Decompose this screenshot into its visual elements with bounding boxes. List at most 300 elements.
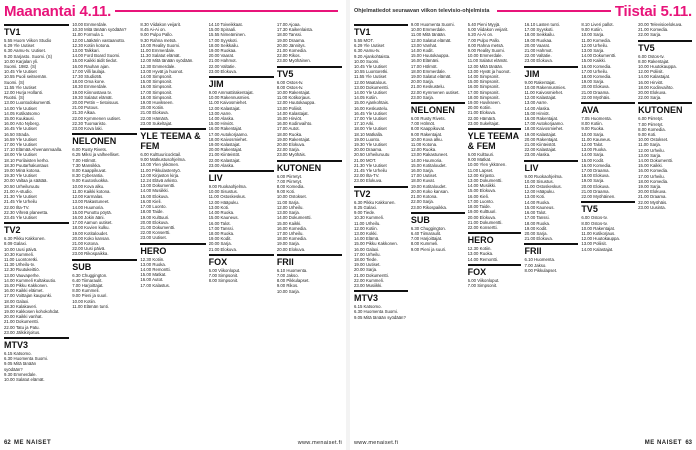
program-listing: 23.00 Myöhäis. (276, 152, 306, 158)
program-listing: 17.30 Kaikenlaista. (276, 27, 314, 33)
program-listing: 21.45 Yle Urheilu (354, 168, 387, 174)
channel-header: TV2 (4, 222, 69, 235)
program-listing: 17.00 Yle Uutiset (4, 142, 37, 148)
program-listing: 10.00 Ostokset. (638, 137, 669, 143)
channel-header: MTV3 (354, 290, 408, 303)
program-listing: 9.05 Mitä tänään syödään? (354, 314, 406, 320)
program-listing: 11.00 Kaikki kotona. (72, 188, 111, 194)
program-listing: 17.00 Voittajan kaupunki. (4, 293, 53, 299)
program-listing: 13.00 Sarja. (276, 210, 300, 216)
program-listing: 8.10 Liveri pallot. (581, 22, 614, 27)
program-listing: 16.00 Simpsonit. (140, 84, 173, 90)
program-listing: 18.00 Kuvat. (410, 178, 435, 184)
channel-header: FRII (524, 243, 578, 256)
program-listing: 22.00 Konsertti. (140, 230, 171, 236)
listing-column (468, 22, 522, 436)
program-listing: 8.00 Simpsonit. (208, 278, 239, 284)
channel-header: TV5 (581, 201, 635, 214)
channel-header: FOX (468, 264, 522, 277)
program-listing: 14.05 Kotiin. (354, 95, 378, 101)
program-listing: 21.00 Draama. (581, 188, 610, 194)
program-listing: 17.00 Aamun uutiset. (72, 220, 113, 226)
program-listing: 22.00 Kymmenen uutiset. (72, 115, 121, 121)
program-listing: 8.00 Komedia. (638, 126, 666, 132)
program-listing: 15.00 Hirviöt. (208, 121, 234, 127)
program-listing: 10.00 Emmerdale. (72, 22, 108, 27)
listing-column (411, 22, 465, 436)
program-listing: 14.05 Kotikatsomo (4, 110, 40, 116)
program-listing: 11.30 Urheilu-tv. (4, 262, 35, 268)
channel-header: SUB (411, 212, 465, 225)
program-listing: 19.00 Kulttuuri. (467, 209, 497, 215)
program-listing: 23.00 Alaska. (524, 152, 551, 158)
program-listing: 18.30 Puutarhakuntaus (4, 162, 49, 168)
program-listing: 11.55 Yle Uutiset (4, 84, 37, 90)
program-listing: 15.00 Kaikki. (638, 163, 663, 169)
program-listing: 10.00 Ylen ykkönen. (467, 162, 507, 168)
program-listing: 14.00 Ruoka. (524, 199, 551, 205)
program-listing: 6.10 Huomenta. (524, 257, 556, 263)
listing-column (209, 22, 274, 436)
program-listing: 14.00 Sarja. (581, 152, 605, 158)
program-listing: 23.00 Elokuva. (524, 58, 553, 64)
program-listing: 10.55 Puoli seitsemän. (4, 74, 48, 80)
program-listing: 6.00 Piirretyt. (276, 173, 303, 179)
program-listing: 9.00 Reality Suomi. (467, 48, 505, 54)
program-listing: 16.00 Simpsonit. (467, 84, 500, 90)
program-listing: 16.00 Rakentajat. (524, 116, 559, 122)
program-listing: 22.00 Myöhäinen. (581, 194, 616, 200)
program-listing: 19.30 Salatut elämät. (72, 94, 113, 100)
program-listing: 15.00 Huutokauppa. (410, 53, 450, 59)
program-listing: 20.00 Sarja. (208, 241, 232, 247)
program-listing: 14.10 Toiveikkaat. (208, 22, 243, 27)
program-listing: 12.00 Kirjasto. (467, 172, 496, 178)
program-listing: 8.00 Komedia. (276, 184, 305, 190)
program-listing: 20.00 Elokuva. (140, 219, 169, 225)
program-listing: 17.00 Syyskoti. (524, 27, 554, 33)
program-listing: 14.00 Kodit. (410, 48, 434, 54)
program-listing: 12.00 Huutokauppa. (581, 236, 621, 242)
program-listing: 15.00 Punottu pöytä. (72, 209, 112, 215)
program-listing: 12.00 Lääkärin vastaanotto. (72, 37, 126, 43)
program-listing: 19.00 Kiinnostava tv. (72, 89, 112, 95)
program-listing: 12.30 Emmerdale. (140, 63, 176, 69)
left-footer-url: www.menaiset.fi (297, 440, 342, 446)
program-listing: 9.00 Ruoka. (581, 126, 605, 132)
channel-header: KUTONEN (277, 160, 342, 173)
program-listing: 9.20 Sarjasto. Suomi. (S) (4, 53, 53, 59)
program-listing: 22.00 Kalastajat. (524, 147, 557, 153)
program-listing: 14.00 Ruoka. (208, 210, 235, 216)
program-listing: 20.00 Elokuva. (638, 90, 667, 96)
program-listing: 6.29 Yle Uutiset (354, 43, 385, 49)
program-listing: 6.15 Katsomo. (4, 350, 32, 356)
program-listing: 15.00 Kaikki. (276, 220, 302, 226)
program-listing: 9.00 Ruokaohjelma. (524, 173, 563, 179)
program-listing: 13.00 Dokumentti. (354, 84, 389, 90)
program-listing: 16.10 Lasten tunti. (524, 22, 560, 27)
program-listing: 17.00 Luonto. (467, 198, 494, 204)
program-listing: 18.30 Kalakaveri. (4, 303, 38, 309)
program-listing: 20.00 Sarja. (410, 79, 434, 85)
program-listing: 19.30 Yle Uutiset (354, 142, 387, 148)
program-listing: 23.45 Yle Uutiset (4, 214, 37, 220)
program-listing: 16.00 Arto Nyberg. (4, 121, 40, 127)
channel-header: SUB (72, 259, 137, 272)
program-listing: 15.00 Pikku Kakkonen. (4, 282, 48, 288)
program-listing: 12.00 Huutokauppa. (276, 100, 316, 106)
program-listing: 18.00 Komedia. (638, 178, 669, 184)
program-listing: 7.00 Harjoittajat. (72, 282, 104, 288)
program-listing: 17.00 Yle Uutiset (354, 116, 387, 122)
program-listing: 20.00 Elokuva. (581, 183, 610, 189)
program-listing: 11.00 Kauneus. (581, 136, 612, 142)
right-columns (354, 22, 692, 436)
program-listing: 23.00 Elokuva. (208, 68, 238, 74)
program-listing: 21.00 Dokumentti. (354, 272, 389, 278)
program-listing: 14.00 Huumoria. (410, 157, 443, 163)
program-listing: 10.00 Salatut elämät. (4, 376, 45, 382)
program-listing: 6.00 Viidakon veijarit. (467, 27, 509, 33)
program-listing: 21.45 Yle Urheilu (4, 199, 37, 205)
program-listing: 18.00 Seikkailu. (208, 42, 239, 48)
program-listing: 18.00 Kuvien kulku. (72, 225, 110, 231)
program-listing: 6.30 Chuggington. (72, 272, 108, 278)
program-listing: 8.30 Cyberantia. (72, 173, 104, 179)
program-listing: 16.00 Rauhan ajan. (72, 63, 110, 69)
program-listing: 13.00 Rakastuneet. (410, 152, 449, 158)
program-listing: 8.00 Pikkulapset. (524, 267, 558, 273)
program-listing: 14.00 Yle Uutiset (4, 105, 37, 111)
program-listing: 6.30 Chuggington. (410, 225, 446, 231)
program-listing: 12.30 Ruutukeittiö. (4, 267, 40, 273)
program-listing: 10.30 Mitä tänään syödään? (72, 27, 127, 33)
program-listing: 17.00 Uutiset. (410, 173, 438, 179)
program-listing: 21.00 Putous. (72, 105, 99, 111)
program-listing: 6.30 Aamu-tv. Uutiset. (4, 48, 46, 54)
program-listing: 11.00 Emmerdale. (140, 48, 176, 54)
program-listing: 18.00 Emmerdale. (410, 68, 446, 74)
program-listing: 23.00 Rikospaikka. (410, 204, 448, 210)
program-listing: 22.00 Sarja. (638, 95, 662, 101)
program-listing: 14.00 Dokumentti. (638, 158, 674, 164)
program-listing: 10.00 Rakentajat. (581, 225, 615, 231)
program-listing: 22.00 Kalastajat. (208, 157, 241, 163)
program-listing: 6.20 Ai-Ai on. (467, 32, 494, 38)
program-listing: 13.00 Poliisit. (581, 241, 607, 247)
program-listing: 19.00 Sarja. (638, 184, 662, 190)
program-listing: 11.00 Kotikorjaus. (276, 95, 311, 101)
program-listing: 9.00 Rikos. (276, 283, 299, 289)
program-listing: 11.00 Kotikorjaus. (581, 230, 616, 236)
program-listing: 12.24 Elävä arkisto. (140, 178, 179, 184)
channel-header: FOX (209, 254, 274, 267)
program-listing: 15.00 Kodit. (581, 157, 605, 163)
program-listing: 13.00 Dokumentti. (467, 178, 503, 184)
program-listing: 9.00 Kuutosluokka. (72, 178, 109, 184)
program-listing: 10.00 Suomi. (354, 58, 380, 64)
program-listing: 22.00 Ilta-TV. (4, 204, 30, 210)
program-listing: 6.30 Pikku Kakkonen. (354, 199, 396, 205)
program-listing: 20.00 Vaarat. (208, 53, 235, 59)
channel-header: NELONEN (411, 102, 465, 115)
program-listing: 10.00 Kotiin. (72, 298, 97, 304)
program-listing: 9.00 Pulpo Pallo. (140, 32, 173, 38)
program-listing: 15.00 Kotitaloudet. (410, 162, 447, 168)
program-listing: 21.30 Yle Uutiset (354, 162, 387, 168)
program-listing: 8.00 Ostos-tv. (276, 84, 304, 90)
program-listing: 7.00 Simpsonit. (467, 282, 498, 288)
program-listing: 17.00 Hölmöt. (410, 63, 438, 69)
program-listing: 18.00 Kaivosmiehet. (524, 126, 564, 132)
program-listing: Suomi. 1982. (S) (4, 64, 37, 70)
left-page-number: 62 (4, 440, 11, 446)
program-listing: 21.00 Kiinteistöt. (524, 142, 557, 148)
program-listing: 9.00 Kotiin. (581, 27, 603, 33)
program-listing: Ruotsi. (S) (4, 95, 25, 101)
program-listing: 17.10 Arki. (354, 121, 375, 127)
program-listing: 12.00 Hääpuku. (208, 199, 239, 205)
left-columns (4, 22, 342, 436)
program-listing: 13.00 Ruoka. (467, 251, 494, 257)
program-listing: 10.00 Sarja. (276, 288, 300, 294)
program-listing: 19.00 Ruokaa. (524, 37, 553, 43)
program-listing: 13.00 Vauvaperhe. (4, 272, 40, 278)
program-listing: 9.00 Ammattirakentajat. (208, 90, 254, 96)
program-listing: Suomi. (S) (4, 79, 25, 85)
program-listing: 17.30 Studio55. (72, 74, 103, 80)
program-listing: 6.00 Rusty Rivets. (72, 147, 108, 153)
program-listing: 6.00 Kulttuuri. (467, 152, 495, 158)
program-listing: 7.00 Pulpo Pallo. (467, 37, 501, 43)
program-listing: 19.00 Sarja. (581, 178, 605, 184)
program-listing: 10.00 Sarja. (581, 32, 605, 38)
program-listing: 6.29 Yle Uutiset (4, 43, 35, 49)
program-listing: 9.00 Ruokaohjelma. (208, 184, 247, 190)
program-listing: 13.00 Aarre. (524, 100, 548, 106)
program-listing: 20.00 Koko kansan. (410, 188, 449, 194)
program-listing: 19.00 Sarja. (581, 79, 605, 85)
program-listing: 11.00 Luontoretki. (4, 256, 39, 262)
program-listing: 23.00 Jälkikirjoitus. (4, 329, 41, 335)
listing-column (4, 22, 69, 436)
program-listing: 14.00 Musiikki. (467, 183, 497, 189)
program-listing: 19.00 Minä kotona. (4, 168, 41, 174)
left-title-rule (115, 10, 338, 12)
program-listing: 22.00 Uusi päivä. (72, 246, 106, 252)
program-listing: 22.00 Valtatie. (208, 63, 236, 69)
program-listing: 22.00 Ilta-TV. (354, 173, 380, 179)
left-footer (4, 438, 342, 448)
program-listing: 17.00 Kalastus. (140, 282, 171, 288)
program-listing: 9.00 Rakentajat. (410, 131, 443, 137)
program-listing: 20.00 Pettin – tietoisuus. (72, 100, 120, 106)
program-listing: 8.00 Rahna metsä. (467, 42, 504, 48)
program-listing: 23.00 Musiikki. (354, 282, 383, 288)
program-listing: 16.59 Yle Uutiset (4, 136, 37, 142)
program-listing: 6.30 Huomenta Suomi. (4, 356, 48, 362)
program-listing: 17.00 Tanssi. (524, 215, 550, 221)
program-listing: 15.00 Kauneus. (208, 215, 239, 221)
program-listing: 13.00 Sarja. (581, 48, 605, 54)
program-listing: 16.00 Galaxi. (354, 246, 380, 252)
program-listing: 10.00 Rakennusmies. (524, 84, 567, 90)
program-listing: 19.00 Kodit. (208, 236, 232, 242)
program-listing: 11.00 Formula 1. (72, 32, 105, 38)
program-listing: 12.00 Kirjaston kirja. (140, 172, 180, 178)
program-listing: 6.10 Huomenta. (276, 267, 308, 273)
program-listing: 17.00 Simpsonit. (467, 89, 500, 95)
program-listing: 14.00 Kummeli Kultakuutio. (4, 277, 57, 283)
program-listing: 12.00 Karmalas. (72, 194, 104, 200)
program-listing: 15.00 Spiraali. (208, 27, 237, 33)
program-listing: 13.00 Poliisit. (276, 105, 303, 111)
program-listing: 8.30 Viidakon veijarit. (140, 22, 182, 27)
program-listing: 18.00 Oma kone. (72, 79, 106, 85)
program-listing: 18.00 Seikkailu. (524, 32, 555, 38)
program-listing: 9.00 Huomenta Suomi. (410, 22, 455, 27)
program-listing: 11.00 Lapset. (467, 167, 494, 173)
program-listing: 6.15 Katsomo. (354, 304, 382, 310)
program-listing: 17.00 Tanssi. (208, 225, 234, 231)
channel-header: TV2 (354, 186, 408, 199)
program-listing: 20.00 Valtaa ja säätää. (4, 178, 48, 184)
program-listing: 7.00 Piirretyt. (638, 121, 664, 127)
program-listing: 9.00 Koti. (276, 189, 295, 195)
program-listing: 10.45 Yle Uutiset (4, 69, 37, 75)
program-listing: 11.30 Salatut elämät. (140, 53, 181, 59)
program-listing: 22.00 Konsertti. (467, 224, 498, 230)
program-listing: 22.00 Myöhäis. (638, 199, 668, 205)
program-listing: 7.00 Hölmöt. (72, 157, 97, 163)
program-listing: 7.00 Jakso. (276, 272, 299, 278)
right-page-subtitle: Ohjelmatiedot seuraavan viikon televisio-ohjelmista (354, 8, 490, 14)
program-listing: 11.00 Sarja. (638, 142, 661, 148)
program-listing: 13.00 Hyvät ja huonot. (467, 68, 511, 74)
program-listing: 18.30 Emmerdale. (72, 84, 108, 90)
program-listing: 11.00 Komedia. (581, 37, 612, 43)
program-listing: 12.00 Kotiin. (354, 225, 378, 231)
program-listing: 12.00 Salatut elämät. (410, 37, 452, 43)
program-listing: 9.00 Matkustusohjelma. (140, 157, 186, 163)
program-listing: 9.30 Emmerdale. (4, 371, 37, 377)
program-listing: 19.00 Kodit. (524, 225, 548, 231)
program-listing: 5.40 Pieni Myyjä. (467, 22, 501, 27)
program-listing: 8.45 Ai-Ai on. (140, 27, 166, 33)
right-footer (354, 438, 692, 448)
program-listing: 14.00 Musiikki. (140, 188, 169, 194)
program-listing: syödään? (4, 366, 23, 372)
channel-header: TV1 (4, 24, 69, 37)
program-listing: 5.55 MOT. (354, 38, 374, 43)
program-listing: 15.00 Kaikki äidit tiedot. (72, 58, 118, 64)
channel-header: TV1 (354, 24, 408, 37)
program-listing: 10.30 Kummeli. (354, 215, 384, 221)
listing-column (524, 22, 578, 436)
program-listing: 12.00 Hurja Hollanti. (4, 90, 43, 96)
program-listing: 19.00 Kalastajat. (524, 131, 557, 137)
program-listing: 18.00 Simpsonit. (140, 94, 173, 100)
program-listing: 9.00 Tiede. (354, 210, 376, 216)
program-listing: 14.00 Kalastajat. (276, 110, 309, 116)
program-listing: 12.00 Mitä tänään syödään. (140, 58, 194, 64)
program-listing: 17.10 Elämää Ahvenanmaalla. (4, 147, 63, 153)
program-listing: 16.50 Strada. (4, 131, 30, 137)
program-listing: 11.00 Mitä tänään. (410, 32, 447, 38)
program-listing: 14.00 Alaska. (208, 116, 235, 122)
program-listing: 6.00 Ostos-tv. (638, 53, 665, 59)
program-listing: 20.00 Elokuva. (276, 142, 306, 148)
program-listing: 6.40 Tiimaraulit. (410, 230, 442, 236)
program-listing: 18.10 Matkalla. (354, 131, 384, 137)
program-listing: 20.00 Koko kansan. (72, 235, 111, 241)
program-listing: 9.05 Mitä tänään (4, 361, 37, 367)
program-listing: 19.00 Huvikseen. (467, 100, 501, 106)
program-listing: 16.00 Talot. (524, 210, 547, 216)
program-listing: 20.00 Televisioelokuva. (638, 22, 683, 27)
program-listing: 9.20 Ajankohtaista. (354, 53, 391, 59)
program-listing: 21.00 Hahmot. (208, 58, 237, 64)
program-listing: 18.00 Yle Uutiset (4, 152, 37, 158)
listing-column (72, 22, 137, 436)
program-listing: 13.00 Ruoka. (140, 261, 166, 267)
program-listing: 20.00 Jännitys. (276, 42, 306, 48)
program-listing: 18.00 Komedia. (581, 74, 612, 80)
program-listing: 22.00 Tatu ja Patu. (4, 324, 40, 330)
program-listing: 8.00 Pikkulapset. (276, 278, 310, 284)
program-listing: 18.00 Tanssi. (276, 32, 303, 38)
program-listing: 20.50 Urheiluruutu (4, 183, 40, 189)
program-listing: 13.00 Koti. (524, 194, 546, 200)
program-listing: 22.00 Sarja. (276, 147, 300, 153)
program-listing: 13.00 Rakastuneet. (72, 199, 110, 205)
left-page-title: Maanantai 4.11. (4, 2, 112, 20)
program-listing: 17.00 Autokorjaamo. (524, 121, 564, 127)
program-listing: 22.30 Vihreä planeetta. (4, 209, 49, 215)
program-listing: 16.00 Komedia. (581, 162, 612, 168)
program-listing: 6.00 Ostos-tv. (581, 215, 608, 221)
program-listing: 13.00 Vanhat. (410, 42, 438, 48)
channel-header: AVA (581, 102, 635, 115)
program-listing: 21.00 Komedia. (276, 48, 307, 54)
program-listing: 15.00 Elokuva. (467, 188, 497, 194)
program-listing: 22.30 Tuomaristo. (72, 120, 107, 126)
program-listing: 10.00 Karjalan yli. (4, 58, 39, 64)
program-listing: 10.00 Uusi päivä. (4, 246, 38, 252)
program-listing: 22.00 Hämärä. (467, 115, 497, 121)
program-listing: 11.00 Ostoskeskus. (524, 184, 562, 190)
channel-header: TV5 (277, 66, 342, 79)
right-page-number: 63 (685, 440, 692, 446)
program-listing: 19.00 Uutiset. (354, 262, 381, 268)
program-listing: 12.30 Kotiin. (140, 256, 165, 262)
right-page (350, 0, 696, 450)
program-listing: 18.00 Ruoka. (208, 230, 235, 236)
program-listing: 20.00 Rakentajat. (524, 136, 559, 142)
left-page (0, 0, 346, 450)
program-listing: 6.00 Viikonloput. (208, 267, 241, 273)
program-listing: 14.00 Huumoria. (72, 204, 104, 210)
program-listing: 9.00 Pieni ja suuri. (410, 246, 447, 252)
program-listing: 11.00 Urheilu. (354, 220, 381, 226)
program-listing: 21.00 Kiinteistöt. (208, 152, 241, 158)
program-listing: 16.00 Komedia. (581, 63, 612, 69)
program-listing: 8.25 Galaxi. (354, 204, 377, 210)
program-listing: 18.00 Tiede. (354, 256, 378, 262)
program-listing: 22.00 Sarja. (638, 32, 662, 38)
program-listing: 19.00 Sarja. (276, 241, 300, 247)
